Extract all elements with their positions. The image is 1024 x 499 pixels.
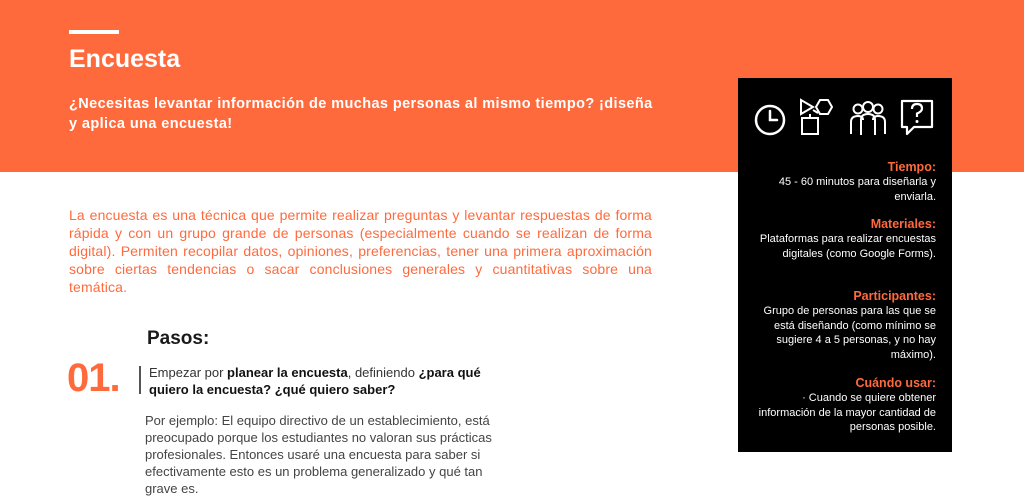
materiales-value: Plataformas para realizar encuestas digitales (como Google Forms). xyxy=(759,233,936,260)
step-text xyxy=(149,364,499,398)
tiempo-label: Tiempo: xyxy=(887,160,936,174)
step-divider xyxy=(139,366,141,394)
page-title: Encuesta xyxy=(69,45,181,73)
info-icons xyxy=(752,98,938,138)
step-example: Por ejemplo: El equipo directivo de un establecimiento, está preocupado porque los estudiantes no valoran sus prácticas profesionales. Entonces usaré una encuesta para saber si efectivamente esto es un problema generalizado y qué tan grave es. xyxy=(145,413,492,496)
materiales-label: Materiales: xyxy=(870,217,936,231)
page-subtitle: ¿Necesitas levantar información de muchas personas al mismo tiempo? ¡diseña y aplica una encuesta! xyxy=(69,96,653,132)
intro-paragraph: La encuesta es una técnica que permite realizar preguntas y levantar respuestas de forma rápida y con un grupo grande de personas (especialmente cuando se realizan de forma digital). Permiten recopilar datos, opiniones, preferencias, tener una primera aproximación sobre ciertas tendencias o sacar conclusiones generales y cuantitativas sobre una temática. xyxy=(69,207,652,295)
participantes-section xyxy=(746,289,936,362)
step-number: 01. xyxy=(67,356,120,400)
materiales-section xyxy=(746,217,936,261)
title-underline-rule xyxy=(69,30,119,34)
people-icon xyxy=(848,98,888,138)
step-text-part: , definiendo xyxy=(347,365,419,380)
cuando-usar-value: · Cuando se quiere obtener información de la mayor cantidad de personas posible. xyxy=(758,392,936,433)
tiempo-section xyxy=(746,160,936,204)
step-text-part: Empezar por xyxy=(149,365,228,380)
info-box xyxy=(738,78,952,452)
step-text-emphasis: planear la encuesta xyxy=(227,365,348,380)
tiempo-value: 45 - 60 minutos para diseñarla y enviarla. xyxy=(778,176,936,203)
steps-heading: Pasos: xyxy=(147,328,210,349)
cuando-usar-label: Cuándo usar: xyxy=(855,376,936,390)
question-bubble-icon xyxy=(898,98,938,138)
participantes-value: Grupo de personas para las que se está diseñando (como mínimo se sugiere 4 a 5 personas, y no hay máximo). xyxy=(763,305,936,361)
cuando-usar-section xyxy=(746,376,936,435)
clock-icon xyxy=(752,98,792,138)
step-text-emphasis: ¿para qué quiero la encuesta? ¿qué quiero saber? xyxy=(149,365,481,397)
participantes-label: Participantes: xyxy=(853,289,936,303)
shapes-icon xyxy=(798,98,838,138)
